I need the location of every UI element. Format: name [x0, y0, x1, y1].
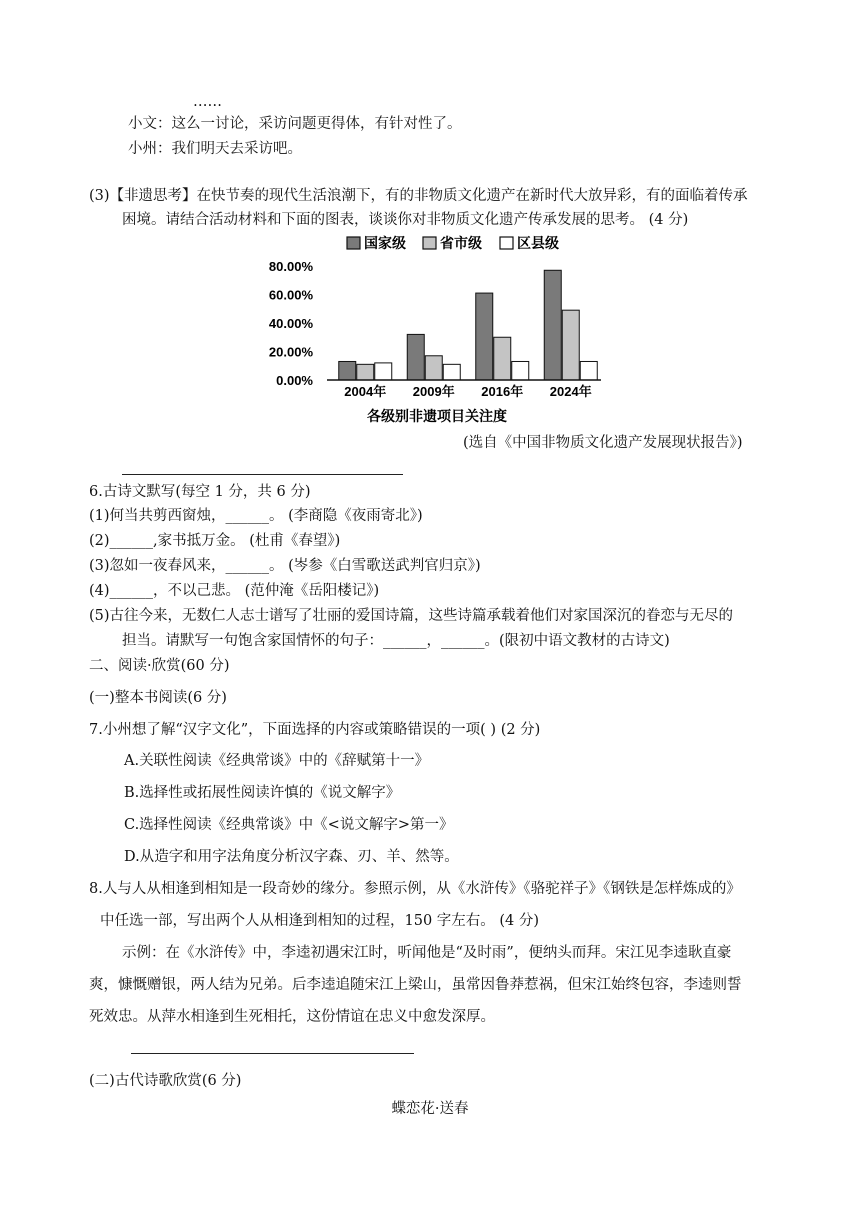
y-tick-label: 0.00%: [276, 373, 313, 388]
y-tick-label: 40.00%: [268, 316, 313, 331]
question-8-stem: 8.人与人从相逢到相知是一段奇妙的缘分。参照示例，从《水浒传》《骆驼祥子》《钢铁是怎样炼成的》: [89, 881, 741, 897]
question-8-stem-cont: 中任选一部，写出两个人从相逢到相知的过程，150 字左右。 (4 分): [100, 913, 540, 929]
bar: [339, 361, 356, 380]
bar: [494, 337, 511, 380]
question-6-item: (2)______,家书抵万金。 (杜甫《春望》): [89, 533, 341, 549]
bar-chart: [255, 230, 615, 430]
bar: [476, 293, 493, 380]
bar: [580, 361, 597, 380]
x-axis: [327, 380, 601, 399]
chart-legend: [347, 235, 559, 251]
question-6-item: (4)______，不以己悲。 (范仲淹《岳阳楼记》): [89, 583, 380, 599]
x-tick-label: 2016年: [481, 384, 524, 399]
question-6-item: 担当。请默写一句饱含家国情怀的句子：______，______。(限初中语文教材的古诗文): [122, 633, 670, 649]
question-7-option: A.关联性阅读《经典常谈》中的《辞赋第十一》: [124, 753, 430, 769]
legend-swatch: [347, 237, 360, 249]
bar: [512, 361, 529, 380]
bar: [544, 270, 561, 380]
x-tick-label: 2024年: [549, 384, 592, 399]
question-7-stem: 7.小州想了解“汉字文化”，下面选择的内容或策略错误的一项( ) (2 分): [89, 722, 541, 738]
question-6-heading: 6.古诗文默写(每空 1 分，共 6 分): [89, 484, 311, 500]
bar: [357, 364, 374, 380]
question-7-option: C.选择性阅读《经典常谈》中《<说文解字>第一》: [124, 817, 454, 833]
y-axis: [269, 259, 314, 388]
question-8-example: 死效忠。从萍水相逢到生死相托，这份情谊在忠义中愈发深厚。: [89, 1009, 495, 1025]
question-6-item: (5)古往今来，无数仁人志士谱写了壮丽的爱国诗篇，这些诗篇承载着他们对家国深沉的眷恋与无尽的: [89, 608, 734, 624]
dialogue-line: 小州：我们明天去采访吧。: [128, 141, 302, 157]
answer-line: [122, 474, 403, 475]
question-8-example: 爽，慷慨赠银，两人结为兄弟。后李逵追随宋江上梁山，虽常因鲁莽惹祸，但宋江始终包容，李逵则誓: [89, 977, 742, 993]
bars: [339, 270, 598, 380]
chart-source: (选自《中国非物质文化遗产发展现状报告》): [463, 435, 743, 451]
bar: [443, 364, 460, 380]
x-tick-label: 2009年: [412, 384, 455, 399]
y-tick-label: 60.00%: [268, 287, 313, 303]
section-heading: 二、阅读·欣赏(60 分): [89, 658, 230, 674]
bar: [425, 356, 442, 380]
chart-title: 各级别非遗项目关注度: [367, 408, 507, 424]
bar: [407, 334, 424, 380]
legend-label: 国家级: [364, 235, 406, 251]
dialogue-line: 小文：这么一讨论，采访问题更得体，有针对性了。: [128, 116, 462, 132]
question-6-item: (3)忽如一夜春风来，______。 (岑参《白雪歌送武判官归京》): [89, 558, 481, 574]
x-tick-label: 2004年: [344, 384, 387, 399]
y-tick-label: 20.00%: [268, 344, 313, 360]
bar: [562, 310, 579, 380]
legend-label: 省市级: [440, 235, 482, 251]
dialogue-ellipsis: ……: [193, 94, 222, 110]
question-7-option: D.从造字和用字法角度分析汉字森、刃、羊、然等。: [124, 849, 459, 865]
poem-title: 蝶恋花·送春: [391, 1101, 469, 1117]
answer-line: [131, 1053, 414, 1054]
legend-swatch: [500, 237, 513, 249]
question-5-3-cont: 困境。请结合活动材料和下面的图表，谈谈你对非物质文化遗产传承发展的思考。 (4 分): [122, 212, 689, 228]
bar: [375, 363, 392, 380]
y-tick-label: 80.00%: [268, 259, 313, 274]
subsection-heading: (一)整本书阅读(6 分): [89, 690, 227, 706]
question-7-option: B.选择性或拓展性阅读许慎的《说文解字》: [124, 785, 401, 801]
legend-swatch: [423, 237, 436, 249]
question-5-3: (3)【非遗思考】在快节奏的现代生活浪潮下，有的非物质文化遗产在新时代大放异彩，有的面临着传承: [89, 188, 748, 204]
question-6-item: (1)何当共剪西窗烛，______。 (李商隐《夜雨寄北》): [89, 508, 423, 524]
subsection-heading: (二)古代诗歌欣赏(6 分): [89, 1073, 242, 1089]
legend-label: 区县级: [517, 235, 559, 251]
question-8-example: 示例：在《水浒传》中，李逵初遇宋江时，听闻他是“及时雨”，便纳头而拜。宋江见李逵耿直豪: [122, 945, 732, 961]
